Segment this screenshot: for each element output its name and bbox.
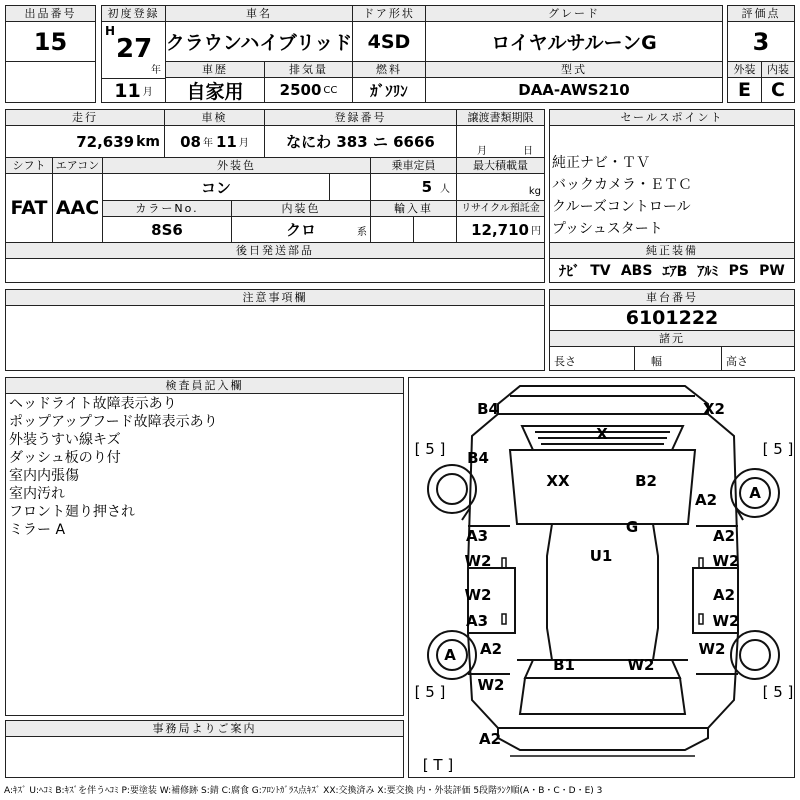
insp-year: 08 bbox=[180, 132, 201, 151]
later-parts-value bbox=[5, 258, 545, 283]
reg-no-header: 登録番号 bbox=[264, 109, 457, 126]
damage-rear-door-left-a: A3 bbox=[465, 612, 489, 630]
recycle-value bbox=[456, 216, 545, 243]
equip-item: ABS bbox=[620, 262, 653, 279]
damage-front-left: B4 bbox=[477, 400, 499, 418]
sales-point-item: バックカメラ・ＥＴＣ bbox=[552, 177, 692, 193]
first-reg-year bbox=[101, 21, 166, 79]
lot-no-header: 出品番号 bbox=[5, 5, 96, 22]
tyre-rear-left: [ 5 ] bbox=[414, 683, 446, 701]
tyre-rear-right: [ 5 ] bbox=[762, 683, 794, 701]
first-reg-month bbox=[101, 78, 166, 103]
damage-rear-wheel-left: A bbox=[444, 646, 456, 664]
capacity-header: 乗車定員 bbox=[370, 157, 457, 174]
displacement-value bbox=[264, 77, 353, 103]
int-header: 内装 bbox=[761, 61, 795, 78]
int-color-header: 内装色 bbox=[231, 200, 371, 217]
office-value bbox=[5, 736, 404, 778]
tyre-front-right: [ 5 ] bbox=[762, 440, 794, 458]
recycle: 12,710 bbox=[471, 220, 529, 239]
ext-header: 外装 bbox=[727, 61, 762, 78]
import-header: 輸入車 bbox=[370, 200, 457, 217]
max-load-value bbox=[456, 173, 545, 201]
color-no-value: 8S6 bbox=[102, 216, 232, 243]
damage-front-door-left-a: A3 bbox=[465, 527, 489, 545]
displacement-unit: CC bbox=[323, 84, 338, 96]
shift-header: シフト bbox=[5, 157, 53, 174]
damage-front-right: X2 bbox=[702, 400, 726, 418]
transfer-doc-header: 譲渡書類期限 bbox=[456, 109, 545, 126]
equip-item: ﾅﾋﾞ bbox=[559, 263, 581, 280]
height-cell bbox=[721, 346, 795, 371]
damage-windshield: X bbox=[596, 425, 608, 443]
inspector-note: ダッシュ板のり付 bbox=[9, 450, 121, 466]
mileage: 72,639 bbox=[76, 132, 135, 151]
damage-roof: U1 bbox=[589, 547, 613, 565]
damage-front-door-left-w: W2 bbox=[464, 552, 492, 570]
transfer-month-unit: 月 bbox=[477, 146, 487, 157]
grade-value: ロイヤルサルーンG bbox=[425, 21, 723, 62]
capacity-value bbox=[370, 173, 457, 201]
damage-trunk-right: W2 bbox=[627, 656, 655, 674]
era: H bbox=[105, 24, 116, 38]
score-value: 3 bbox=[727, 21, 795, 62]
equip-item: ｱﾙﾐ bbox=[697, 263, 719, 280]
inspector-note: 外装うすい線キズ bbox=[9, 432, 121, 448]
import-value-a bbox=[370, 216, 414, 243]
insp-month-unit: 月 bbox=[238, 138, 249, 149]
height-label: 高さ bbox=[726, 355, 748, 368]
shift-value: FAT bbox=[5, 173, 53, 243]
damage-quarter-left: A2 bbox=[479, 640, 503, 658]
inspector-note: 室内内張傷 bbox=[9, 468, 79, 484]
width-label: 幅 bbox=[651, 355, 662, 368]
ext-color-extra bbox=[329, 173, 371, 201]
mileage-unit: km bbox=[136, 133, 160, 150]
damage-glass: G bbox=[625, 518, 639, 536]
damage-trunk-left: B1 bbox=[553, 656, 575, 674]
door-value: 4SD bbox=[352, 21, 426, 62]
tyre-front-left: [ 5 ] bbox=[414, 440, 446, 458]
color-no-header: カラーNo. bbox=[102, 200, 232, 217]
month-unit: 月 bbox=[142, 87, 153, 98]
genuine-equip-list bbox=[549, 258, 795, 283]
recycle-header: リサイクル預託金 bbox=[456, 200, 545, 217]
month: 11 bbox=[114, 79, 141, 102]
damage-front-door-right-w: W2 bbox=[712, 552, 740, 570]
later-parts-header: 後日発送部品 bbox=[5, 242, 545, 259]
int-value: C bbox=[761, 77, 795, 103]
caution-header: 注意事項欄 bbox=[5, 289, 545, 306]
insp-year-unit: 年 bbox=[203, 138, 213, 149]
mileage-header: 走行 bbox=[5, 109, 165, 126]
inspector-note: ポップアップフード故障表示あり bbox=[9, 414, 218, 430]
year: 27 bbox=[116, 34, 153, 64]
car-history-header: 車歴 bbox=[165, 61, 265, 78]
chassis-no-value: 6101222 bbox=[549, 305, 795, 331]
spare-tyre: [ T ] bbox=[422, 756, 454, 774]
int-color-value bbox=[231, 216, 371, 243]
sales-point-box bbox=[549, 125, 795, 243]
fuel-value: ｶﾞｿﾘﾝ bbox=[352, 77, 426, 103]
first-reg-header: 初度登録 bbox=[101, 5, 166, 22]
mileage-value bbox=[5, 125, 165, 158]
max-load-header: 最大積載量 bbox=[456, 157, 545, 174]
caution-value bbox=[5, 305, 545, 371]
fuel-header: 燃料 bbox=[352, 61, 426, 78]
import-value-b bbox=[413, 216, 457, 243]
int-color: クロ bbox=[285, 221, 316, 239]
capacity: 5 bbox=[421, 178, 432, 196]
damage-sill-left: W2 bbox=[477, 676, 505, 694]
displacement-header: 排気量 bbox=[264, 61, 353, 78]
damage-rear-right: W2 bbox=[698, 640, 726, 658]
score-header: 評価点 bbox=[727, 5, 795, 22]
sales-point-item: プッシュスタート bbox=[552, 221, 663, 237]
length-label: 長さ bbox=[554, 355, 576, 368]
ext-value: E bbox=[727, 77, 762, 103]
transfer-day-unit: 日 bbox=[523, 146, 533, 157]
inspector-note: ヘッドライト故障表示あり bbox=[9, 396, 177, 412]
transfer-doc-value bbox=[456, 125, 545, 158]
year-unit: 年 bbox=[151, 65, 161, 76]
damage-fender-right: A2 bbox=[694, 491, 718, 509]
sales-point-list bbox=[552, 152, 692, 240]
damage-rear-door-right-a: A2 bbox=[712, 586, 736, 604]
max-load-unit: kg bbox=[528, 186, 541, 197]
inspector-header: 検査員記入欄 bbox=[5, 377, 404, 394]
model-header: 型式 bbox=[425, 61, 723, 78]
damage-rear-bumper: A2 bbox=[478, 730, 502, 748]
reg-no-value: なにわ 383 ニ 6666 bbox=[264, 125, 457, 158]
car-name-value: クラウンハイブリッド bbox=[165, 21, 353, 62]
model-value: DAA-AWS210 bbox=[425, 77, 723, 103]
aircon-header: エアコン bbox=[52, 157, 103, 174]
sales-point-item: 純正ナビ・ＴＶ bbox=[552, 155, 650, 171]
equip-item: TV bbox=[590, 262, 611, 279]
damage-front-door-right-a: A2 bbox=[712, 527, 736, 545]
inspector-note: 室内汚れ bbox=[9, 486, 65, 502]
damage-hood-left: B4 bbox=[467, 449, 489, 467]
damage-rear-door-left-w: W2 bbox=[464, 586, 492, 604]
inspector-note: ミラー A bbox=[9, 522, 66, 538]
damage-legend: A:ｷｽﾞ U:ﾍｺﾐ B:ｷｽﾞを伴うﾍｺﾐ P:要塗装 W:補修跡 S:錆 C:腐食 G:ﾌﾛﾝﾄｶﾞﾗｽ点ｷｽﾞ XX:交換済み X:要交換 内・外装評価 5段階ﾗﾝｸ順(A・B・C・D・E) 3 bbox=[4, 786, 603, 796]
specs-header: 諸元 bbox=[549, 330, 795, 347]
recycle-unit: 円 bbox=[531, 226, 541, 237]
sales-point-item: クルーズコントロール bbox=[552, 199, 691, 215]
damage-hood-right: B2 bbox=[635, 472, 657, 490]
width-cell bbox=[634, 346, 722, 371]
door-header: ドア形状 bbox=[352, 5, 426, 22]
length-cell bbox=[549, 346, 635, 371]
grade-header: グレード bbox=[425, 5, 723, 22]
lot-no-value: 15 bbox=[5, 21, 96, 62]
car-name-header: 車名 bbox=[165, 5, 353, 22]
genuine-equip-header: 純正装備 bbox=[549, 242, 795, 259]
ext-color-header: 外装色 bbox=[102, 157, 371, 174]
ext-color-value: コン bbox=[102, 173, 330, 201]
inspector-notes bbox=[5, 393, 404, 716]
int-color-unit: 系 bbox=[357, 227, 367, 238]
aircon-value: AAC bbox=[52, 173, 103, 243]
inspection-header: 車検 bbox=[164, 109, 265, 126]
damage-front-wheel-right: A bbox=[749, 484, 761, 502]
displacement: 2500 bbox=[279, 81, 322, 99]
inspector-note-list bbox=[9, 395, 218, 539]
damage-hood-center: XX bbox=[546, 472, 570, 490]
equip-item: PW bbox=[759, 262, 785, 279]
chassis-no-header: 車台番号 bbox=[549, 289, 795, 306]
insp-month: 11 bbox=[216, 132, 237, 151]
capacity-unit: 人 bbox=[440, 183, 450, 195]
damage-rear-door-right-w: W2 bbox=[712, 612, 740, 630]
inspector-note: フロント廻り押され bbox=[9, 504, 135, 520]
equip-item: PS bbox=[728, 262, 749, 279]
inspection-value bbox=[164, 125, 265, 158]
sales-point-header: セールスポイント bbox=[549, 109, 795, 126]
lot-no-blank bbox=[5, 61, 96, 103]
office-header: 事務局よりご案内 bbox=[5, 720, 404, 737]
equip-item: ｴｱB bbox=[662, 263, 688, 280]
car-history-value: 自家用 bbox=[165, 77, 265, 103]
